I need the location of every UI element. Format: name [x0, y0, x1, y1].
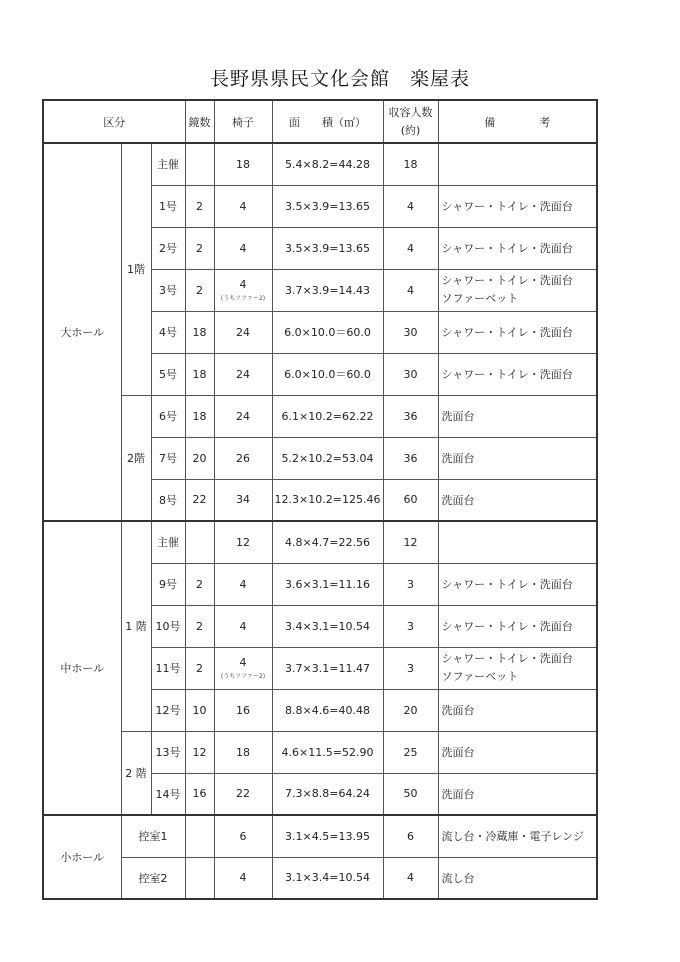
mirrors-cell: 18 [185, 395, 214, 437]
table-row [43, 395, 597, 437]
capacity-cell: 30 [383, 353, 438, 395]
table-row [43, 521, 597, 563]
mirrors-cell: 2 [185, 605, 214, 647]
chairs-cell: 16 [214, 689, 272, 731]
capacity-cell: 3 [383, 605, 438, 647]
remarks-cell: 流し台・冷蔵庫・電子レンジ [438, 815, 597, 857]
capacity-cell: 36 [383, 437, 438, 479]
remarks-cell: シャワー・トイレ・洗面台 [438, 227, 597, 269]
chairs-cell: 4 [214, 605, 272, 647]
room-name: 控室2 [121, 857, 185, 899]
capacity-cell: 4 [383, 857, 438, 899]
room-name: 2号 [151, 227, 185, 269]
mirrors-cell [185, 521, 214, 563]
chairs-cell: 24 [214, 395, 272, 437]
chairs-cell: 18 [214, 731, 272, 773]
capacity-cell: 3 [383, 647, 438, 689]
mirrors-cell [185, 815, 214, 857]
mirrors-cell: 22 [185, 479, 214, 521]
remarks-cell: 洗面台 [438, 689, 597, 731]
chairs-cell: 4 [214, 563, 272, 605]
remarks-cell: シャワー・トイレ・洗面台 [438, 311, 597, 353]
mirrors-cell: 2 [185, 185, 214, 227]
area-cell: 3.6×3.1=11.16 [272, 563, 383, 605]
mirrors-cell: 2 [185, 563, 214, 605]
mirrors-cell [185, 143, 214, 185]
mirrors-cell: 12 [185, 731, 214, 773]
mirrors-cell: 18 [185, 311, 214, 353]
area-cell: 3.4×3.1=10.54 [272, 605, 383, 647]
remarks-line1: シャワー・トイレ・洗面台 [441, 274, 573, 287]
mirrors-cell [185, 857, 214, 899]
chairs-cell: 6 [214, 815, 272, 857]
remarks-cell [438, 269, 597, 311]
remarks-line2: ソファーベット [441, 292, 519, 305]
capacity-cell: 12 [383, 521, 438, 563]
chairs-cell: 4 [214, 857, 272, 899]
remarks-cell [438, 647, 597, 689]
chairs-cell: 24 [214, 353, 272, 395]
area-cell: 6.1×10.2=62.22 [272, 395, 383, 437]
header-capacity-line2: (約) [400, 123, 421, 137]
remarks-cell: シャワー・トイレ・洗面台 [438, 353, 597, 395]
mirrors-cell: 2 [185, 269, 214, 311]
area-cell: 3.7×3.1=11.47 [272, 647, 383, 689]
capacity-cell: 25 [383, 731, 438, 773]
room-name: 主催 [151, 143, 185, 185]
table-row [43, 143, 597, 185]
room-name: 8号 [151, 479, 185, 521]
remarks-cell [438, 521, 597, 563]
room-name: 7号 [151, 437, 185, 479]
mirrors-cell: 18 [185, 353, 214, 395]
chairs-cell [214, 647, 272, 689]
capacity-cell: 18 [383, 143, 438, 185]
remarks-cell [438, 143, 597, 185]
capacity-cell: 20 [383, 689, 438, 731]
capacity-cell: 60 [383, 479, 438, 521]
mirrors-cell: 16 [185, 773, 214, 815]
capacity-cell: 6 [383, 815, 438, 857]
chairs-value: 4 [239, 656, 247, 669]
remarks-line2: ソファーベット [441, 670, 519, 683]
room-name: 4号 [151, 311, 185, 353]
chairs-cell: 24 [214, 311, 272, 353]
mirrors-cell: 10 [185, 689, 214, 731]
header-remarks: 備 考 [438, 100, 597, 143]
floor-label: 2 階 [121, 731, 151, 815]
capacity-cell: 30 [383, 311, 438, 353]
room-name: 14号 [151, 773, 185, 815]
chairs-value: 4 [239, 278, 247, 291]
remarks-cell: 流し台 [438, 857, 597, 899]
remarks-cell: 洗面台 [438, 479, 597, 521]
capacity-cell: 4 [383, 227, 438, 269]
area-cell: 12.3×10.2=125.46 [272, 479, 383, 521]
area-cell: 6.0×10.0＝60.0 [272, 353, 383, 395]
room-name: 11号 [151, 647, 185, 689]
capacity-cell: 4 [383, 185, 438, 227]
chairs-cell: 4 [214, 227, 272, 269]
room-name: 12号 [151, 689, 185, 731]
hall-name: 大ホール [43, 143, 121, 521]
chairs-cell: 4 [214, 185, 272, 227]
header-chairs: 椅子 [214, 100, 272, 143]
floor-label: 2階 [121, 395, 151, 521]
area-cell: 3.5×3.9=13.65 [272, 227, 383, 269]
table-row [43, 857, 597, 899]
remarks-cell: 洗面台 [438, 437, 597, 479]
chairs-note: (うちソファー2) [220, 673, 266, 680]
remarks-cell: シャワー・トイレ・洗面台 [438, 185, 597, 227]
area-cell: 6.0×10.0＝60.0 [272, 311, 383, 353]
capacity-cell: 4 [383, 269, 438, 311]
room-name: 1号 [151, 185, 185, 227]
capacity-cell: 3 [383, 563, 438, 605]
remarks-cell: シャワー・トイレ・洗面台 [438, 605, 597, 647]
remarks-cell: 洗面台 [438, 773, 597, 815]
mirrors-cell: 20 [185, 437, 214, 479]
remarks-line1: シャワー・トイレ・洗面台 [441, 652, 573, 665]
chairs-cell: 18 [214, 143, 272, 185]
header-area: 面 積（㎡） [272, 100, 383, 143]
hall-name: 小ホール [43, 815, 121, 899]
room-name: 5号 [151, 353, 185, 395]
chairs-cell: 34 [214, 479, 272, 521]
room-name: 控室1 [121, 815, 185, 857]
chairs-cell: 22 [214, 773, 272, 815]
room-name: 主催 [151, 521, 185, 563]
area-cell: 3.7×3.9=14.43 [272, 269, 383, 311]
chairs-cell: 12 [214, 521, 272, 563]
remarks-cell: 洗面台 [438, 395, 597, 437]
area-cell: 4.6×11.5=52.90 [272, 731, 383, 773]
remarks-cell: シャワー・トイレ・洗面台 [438, 563, 597, 605]
remarks-cell: 洗面台 [438, 731, 597, 773]
mirrors-cell: 2 [185, 647, 214, 689]
floor-label: 1階 [121, 143, 151, 395]
header-category: 区分 [43, 100, 185, 143]
room-name: 10号 [151, 605, 185, 647]
chairs-note: (うちソファー2) [220, 295, 266, 302]
room-name: 3号 [151, 269, 185, 311]
room-name: 6号 [151, 395, 185, 437]
table-row [43, 731, 597, 773]
area-cell: 3.1×3.4=10.54 [272, 857, 383, 899]
room-name: 13号 [151, 731, 185, 773]
header-mirrors: 鏡数 [185, 100, 214, 143]
area-cell: 5.4×8.2=44.28 [272, 143, 383, 185]
header-capacity [383, 100, 438, 143]
header-capacity-line1: 収容人数 [388, 105, 433, 119]
area-cell: 5.2×10.2=53.04 [272, 437, 383, 479]
area-cell: 3.1×4.5=13.95 [272, 815, 383, 857]
room-name: 9号 [151, 563, 185, 605]
chairs-cell [214, 269, 272, 311]
floor-label: 1 階 [121, 521, 151, 731]
hall-name: 中ホール [43, 521, 121, 815]
dressing-room-table [42, 99, 598, 900]
table-row [43, 815, 597, 857]
capacity-cell: 36 [383, 395, 438, 437]
header-row [43, 100, 597, 143]
area-cell: 7.3×8.8=64.24 [272, 773, 383, 815]
page-title: 長野県県民文化会館 楽屋表 [209, 68, 470, 90]
chairs-cell: 26 [214, 437, 272, 479]
mirrors-cell: 2 [185, 227, 214, 269]
area-cell: 4.8×4.7=22.56 [272, 521, 383, 563]
area-cell: 8.8×4.6=40.48 [272, 689, 383, 731]
area-cell: 3.5×3.9=13.65 [272, 185, 383, 227]
capacity-cell: 50 [383, 773, 438, 815]
